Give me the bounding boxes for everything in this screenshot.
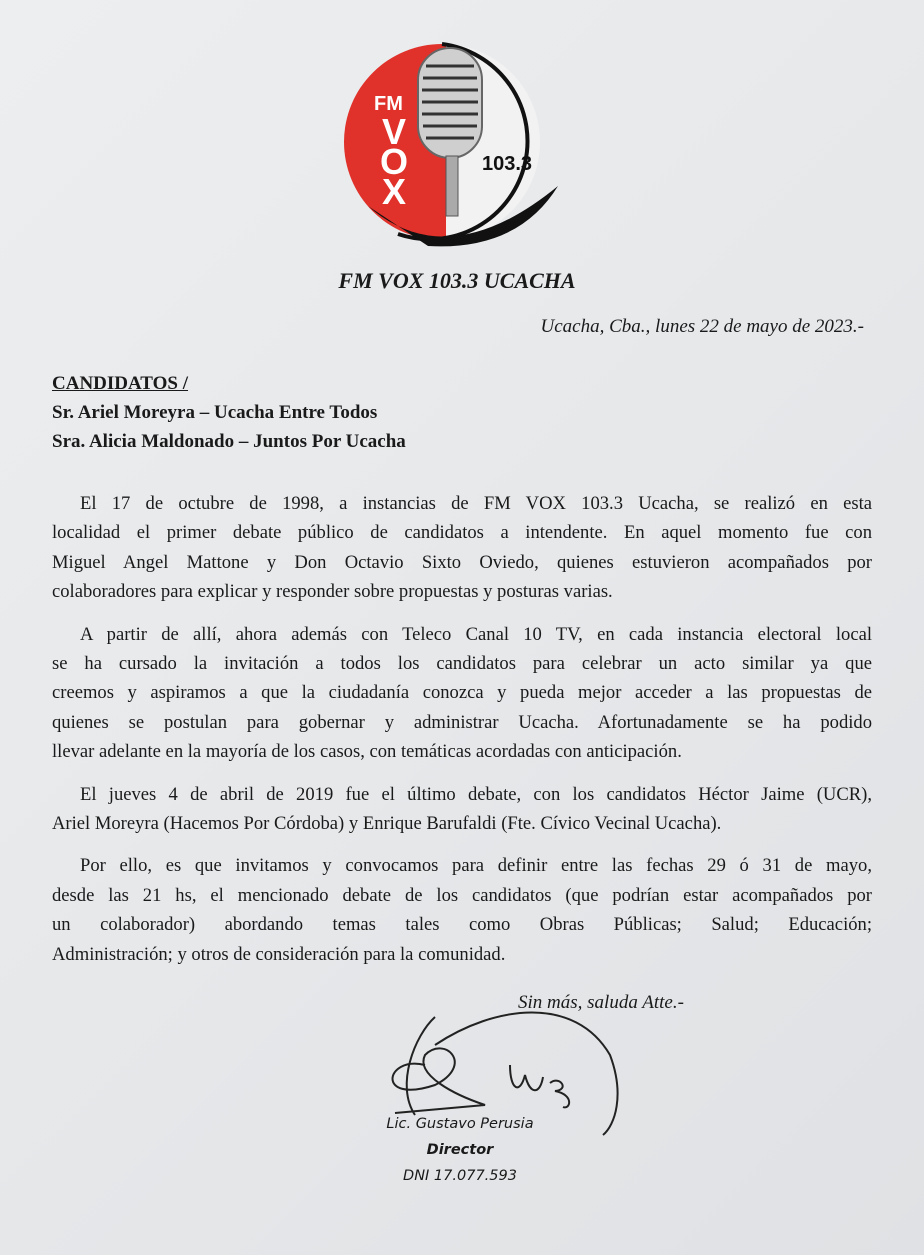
recipients-heading: CANDIDATOS /: [52, 373, 189, 394]
paragraph-line: localidad el primer debate público de candidatos a intendente. En aquel momento fue con: [52, 522, 872, 544]
paragraph-line: creemos y aspiramos a que la ciudadanía conozca y pueda mejor acceder a las propuestas de: [52, 682, 872, 704]
paragraph: [52, 489, 872, 607]
svg-text:103.3: 103.3: [482, 153, 533, 175]
recipients-block: [52, 369, 406, 456]
paragraph-line: Administración; y otros de consideración para la comunidad.: [52, 943, 506, 965]
paragraph-line: Miguel Angel Mattone y Don Octavio Sixto Oviedo, quienes estuvieron acompañados por: [52, 551, 872, 573]
closing-salutation: Sin más, saluda Atte.-: [518, 992, 684, 1013]
svg-text:O: O: [380, 141, 409, 182]
paragraph-line: El jueves 4 de abril de 2019 fue el último debate, con los candidatos Héctor Jaime (UCR),: [80, 783, 872, 805]
paragraph: [52, 620, 872, 767]
signer-id: DNI 17.077.593: [403, 1168, 517, 1184]
paragraph-line: quienes se postulan para gobernar y administrar Ucacha. Afortunadamente se ha podido: [52, 711, 872, 733]
station-name: FM VOX 103.3 UCACHA: [338, 268, 576, 293]
svg-text:X: X: [382, 171, 407, 212]
paragraph: [52, 851, 872, 969]
signer-title: Director: [426, 1142, 494, 1158]
paragraph-line: El 17 de octubre de 1998, a instancias de FM VOX 103.3 Ucacha, se realizó en esta: [80, 493, 872, 514]
paragraph-line: se ha cursado la invitación a todos los candidatos para celebrar un acto similar ya que: [52, 653, 872, 675]
signer-name: Lic. Gustavo Perusia: [386, 1116, 534, 1132]
paragraph-line: colaboradores para explicar y responder sobre propuestas y posturas varias.: [52, 581, 613, 603]
paragraph-line: Ariel Moreyra (Hacemos Por Córdoba) y Enrique Barufaldi (Fte. Cívico Vecinal Ucacha).: [52, 813, 722, 835]
recipient-line: Sra. Alicia Maldonado – Juntos Por Ucacha: [52, 431, 406, 452]
paragraph-line: A partir de allí, ahora además con Teleco Canal 10 TV, en cada instancia electoral local: [80, 623, 872, 645]
paragraph-line: Por ello, es que invitamos y convocamos para definir entre las fechas 29 ó 31 de mayo,: [80, 855, 872, 877]
svg-text:V: V: [382, 111, 407, 152]
letter-body: [52, 489, 872, 982]
date-line: Ucacha, Cba., lunes 22 de mayo de 2023.-: [540, 316, 864, 337]
paragraph-line: llevar adelante en la mayoría de los casos, con temáticas acordadas con anticipación.: [52, 741, 682, 763]
fm-vox-logo: [338, 36, 574, 256]
paragraph: [52, 780, 872, 839]
svg-text:FM: FM: [374, 93, 403, 115]
recipient-line: Sr. Ariel Moreyra – Ucacha Entre Todos: [52, 402, 378, 423]
paragraph-line: desde las 21 hs, el mencionado debate de los candidatos (que podrían estar acompañados por: [52, 884, 872, 906]
paragraph-line: un colaborador) abordando temas tales como Obras Públicas; Salud; Educación;: [52, 914, 872, 936]
